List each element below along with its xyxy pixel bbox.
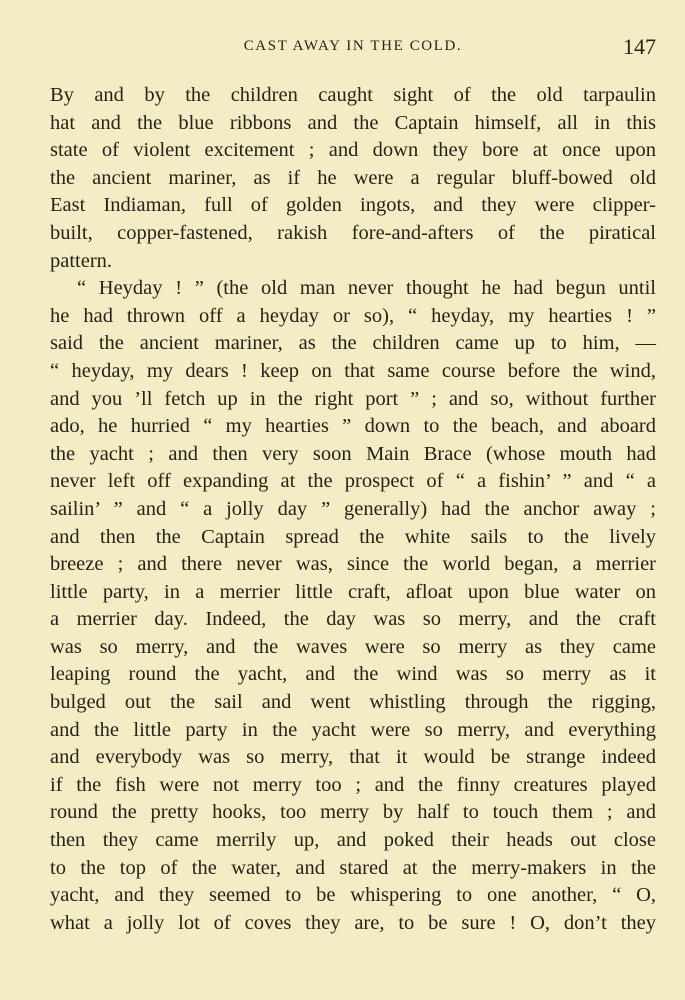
text-line: if the fish were not merry too ; and the finny creatures played <box>50 773 656 796</box>
text-line: was so merry, and the waves were so merry as they came <box>50 635 656 658</box>
text-line: and then the Captain spread the white sails to the lively <box>50 525 656 548</box>
text-line: sailin’ ” and “ a jolly day ” generally) had the anchor away ; <box>50 497 656 520</box>
running-head <box>50 36 656 60</box>
text-line: said the ancient mariner, as the children came up to him, — <box>50 332 656 355</box>
text-line: then they came merrily up, and poked their heads out close <box>50 829 656 852</box>
text-block <box>50 82 656 937</box>
text-line: the yacht ; and then very soon Main Brace (whose mouth had <box>50 442 656 465</box>
text-line: ado, he hurried “ my hearties ” down to the beach, and aboard <box>50 415 656 438</box>
text-line: By and by the children caught sight of the old tarpaulin <box>50 84 656 106</box>
text-line: state of violent excitement ; and down they bore at once upon <box>50 139 656 162</box>
text-line: built, copper-fastened, rakish fore-and-afters of the piratical <box>50 221 656 244</box>
text-line: “ heyday, my dears ! keep on that same course before the wind, <box>50 359 656 382</box>
text-line: yacht, and they seemed to be whispering to one another, “ O, <box>50 884 656 907</box>
text-line: pattern. <box>50 249 113 272</box>
text-line: and you ’ll fetch up in the right port ” ; and so, without further <box>50 387 656 410</box>
text-line: breeze ; and there never was, since the world began, a merrier <box>50 553 656 576</box>
text-line: East Indiaman, full of golden ingots, and they were clipper- <box>50 194 656 217</box>
paragraph-1 <box>50 82 656 275</box>
text-line: leaping round the yacht, and the wind was so merry as it <box>50 663 656 686</box>
text-line: and the little party in the yacht were so merry, and everything <box>50 718 656 741</box>
text-line: what a jolly lot of coves they are, to be sure ! O, don’t they <box>50 911 656 934</box>
text-line: and everybody was so merry, that it would be strange indeed <box>50 746 656 769</box>
text-line: he had thrown off a heyday or so), “ heyday, my hearties ! ” <box>50 304 656 327</box>
text-line: bulged out the sail and went whistling through the rigging, <box>50 691 656 714</box>
text-line: little party, in a merrier little craft, afloat upon blue water on <box>50 580 656 603</box>
text-line: round the pretty hooks, too merry by half to touch them ; and <box>50 801 656 824</box>
text-line: never left off expanding at the prospect of “ a fishin’ ” and “ a <box>50 470 656 493</box>
text-line: hat and the blue ribbons and the Captain himself, all in this <box>50 111 656 134</box>
text-line: “ Heyday ! ” (the old man never thought he had begun until <box>77 277 656 300</box>
text-line: the ancient mariner, as if he were a regular bluff-bowed old <box>50 166 656 189</box>
text-line: a merrier day. Indeed, the day was so merry, and the craft <box>50 608 656 631</box>
text-line: to the top of the water, and stared at the merry-makers in the <box>50 856 656 879</box>
page-number: 147 <box>623 34 656 59</box>
running-title: CAST AWAY IN THE COLD. <box>243 38 463 54</box>
paragraph-2 <box>50 275 656 937</box>
